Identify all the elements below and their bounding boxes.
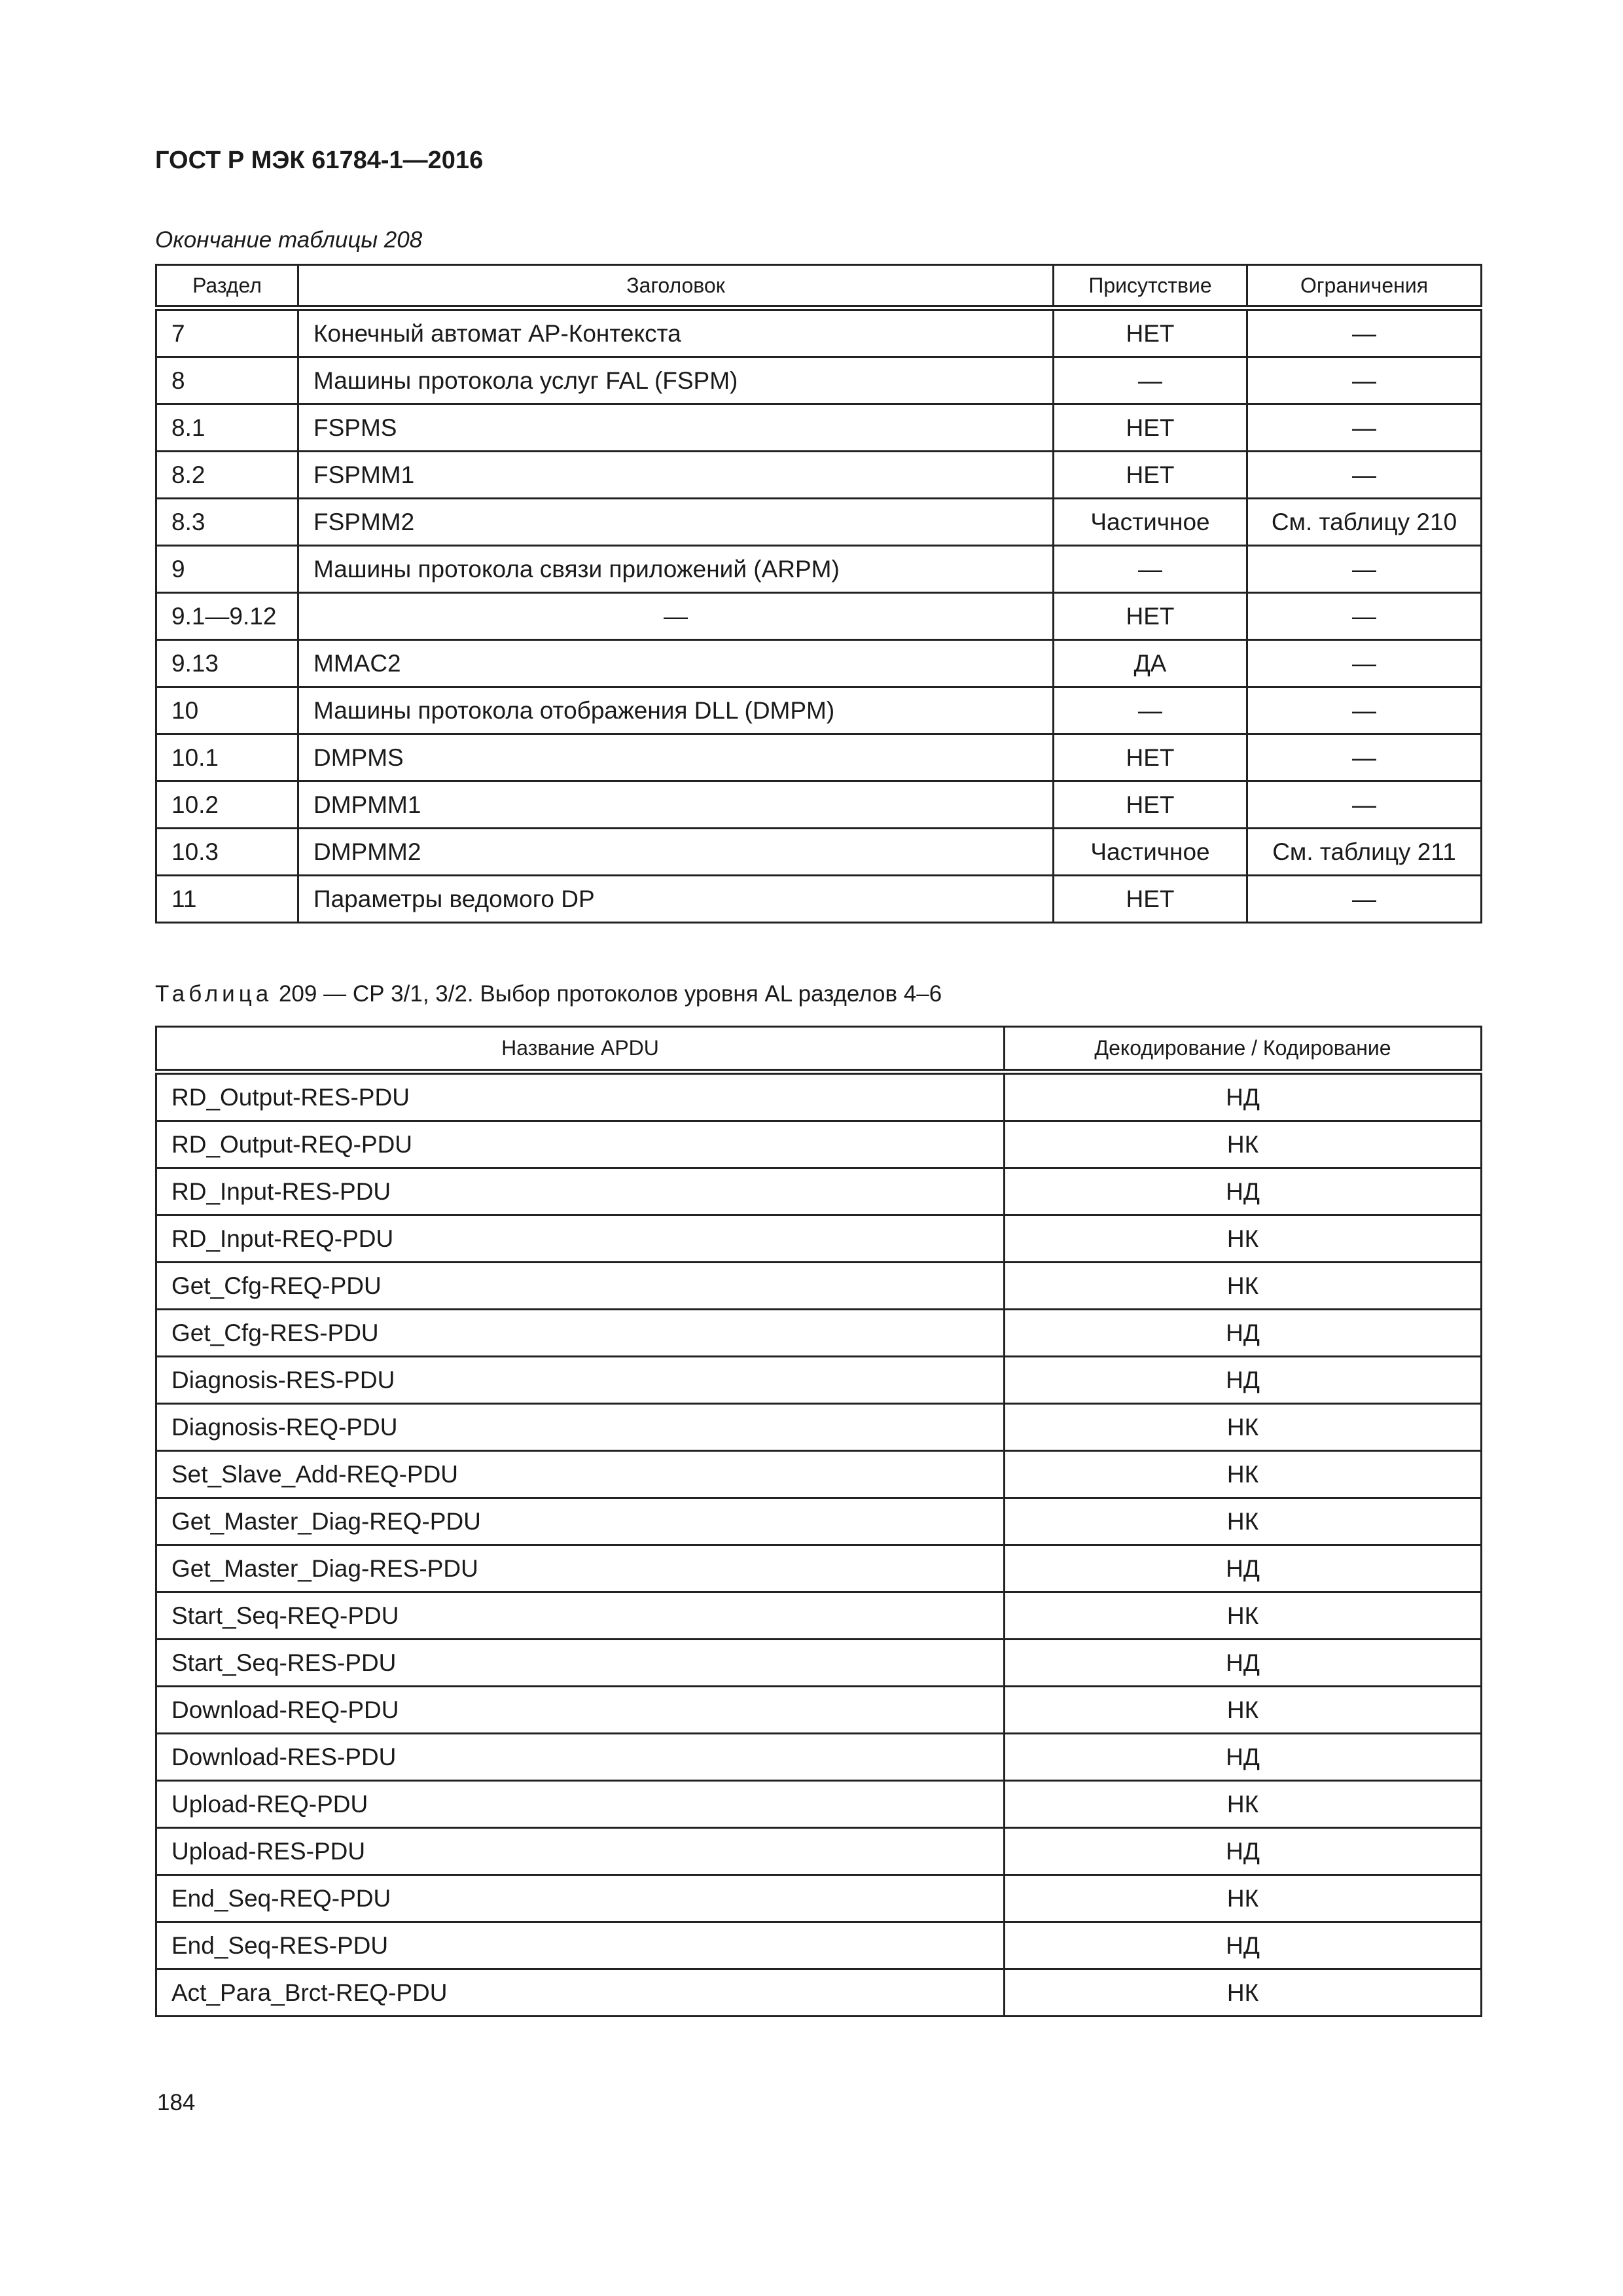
table-row bbox=[156, 1310, 1482, 1357]
cell-decode-encode: НК bbox=[1005, 1687, 1482, 1734]
cell-decode-encode: НК bbox=[1005, 1404, 1482, 1451]
cell-decode-encode: НД bbox=[1005, 1640, 1482, 1687]
table-row bbox=[156, 1734, 1482, 1781]
cell-apdu-name: End_Seq-REQ-PDU bbox=[156, 1875, 1005, 1922]
table-208 bbox=[155, 264, 1482, 924]
cell-section: 7 bbox=[156, 308, 298, 357]
cell-presence: Частичное bbox=[1054, 829, 1247, 876]
cell-apdu-name: Start_Seq-REQ-PDU bbox=[156, 1592, 1005, 1640]
column-header-constraints: Ограничения bbox=[1247, 265, 1482, 308]
table-row bbox=[156, 499, 1482, 546]
table-209-caption-text: 209 — СР 3/1, 3/2. Выбор протоколов уровня AL разделов 4–6 bbox=[278, 981, 942, 1007]
table-row bbox=[156, 1072, 1482, 1121]
cell-decode-encode: НД bbox=[1005, 1734, 1482, 1781]
table-row bbox=[156, 1875, 1482, 1922]
table-row bbox=[156, 1451, 1482, 1498]
table-row bbox=[156, 1828, 1482, 1875]
cell-constraints: — bbox=[1247, 593, 1482, 640]
table-row bbox=[156, 640, 1482, 687]
cell-title: DMPMM1 bbox=[298, 781, 1054, 829]
cell-decode-encode: НК bbox=[1005, 1498, 1482, 1545]
cell-apdu-name: RD_Input-RES-PDU bbox=[156, 1168, 1005, 1215]
cell-apdu-name: Diagnosis-REQ-PDU bbox=[156, 1404, 1005, 1451]
table-row bbox=[156, 781, 1482, 829]
table-header-row bbox=[156, 1027, 1482, 1072]
cell-section: 10.3 bbox=[156, 829, 298, 876]
cell-section: 9.1—9.12 bbox=[156, 593, 298, 640]
cell-decode-encode: НК bbox=[1005, 1781, 1482, 1828]
cell-decode-encode: НД bbox=[1005, 1357, 1482, 1404]
cell-presence: НЕТ bbox=[1054, 734, 1247, 781]
cell-decode-encode: НК bbox=[1005, 1451, 1482, 1498]
cell-decode-encode: НД bbox=[1005, 1828, 1482, 1875]
cell-constraints: См. таблицу 211 bbox=[1247, 829, 1482, 876]
cell-presence: НЕТ bbox=[1054, 876, 1247, 923]
cell-section: 10 bbox=[156, 687, 298, 734]
cell-constraints: — bbox=[1247, 452, 1482, 499]
cell-constraints: — bbox=[1247, 308, 1482, 357]
table-209 bbox=[155, 1026, 1482, 2017]
cell-apdu-name: Get_Master_Diag-REQ-PDU bbox=[156, 1498, 1005, 1545]
cell-apdu-name: Upload-REQ-PDU bbox=[156, 1781, 1005, 1828]
cell-apdu-name: Get_Master_Diag-RES-PDU bbox=[156, 1545, 1005, 1592]
cell-title: DMPMM2 bbox=[298, 829, 1054, 876]
cell-decode-encode: НК bbox=[1005, 1592, 1482, 1640]
table-row bbox=[156, 1687, 1482, 1734]
table-row bbox=[156, 1215, 1482, 1263]
page-number: 184 bbox=[157, 2090, 196, 2115]
table-row bbox=[156, 687, 1482, 734]
cell-presence: НЕТ bbox=[1054, 452, 1247, 499]
table-row bbox=[156, 308, 1482, 357]
cell-title: MMAC2 bbox=[298, 640, 1054, 687]
cell-constraints: — bbox=[1247, 734, 1482, 781]
cell-decode-encode: НД bbox=[1005, 1545, 1482, 1592]
cell-title: FSPMS bbox=[298, 404, 1054, 452]
cell-title: Параметры ведомого DP bbox=[298, 876, 1054, 923]
cell-apdu-name: End_Seq-RES-PDU bbox=[156, 1922, 1005, 1969]
cell-apdu-name: Start_Seq-RES-PDU bbox=[156, 1640, 1005, 1687]
cell-title: Машины протокола связи приложений (ARPM) bbox=[298, 546, 1054, 593]
cell-title: Машины протокола отображения DLL (DMPM) bbox=[298, 687, 1054, 734]
table-row bbox=[156, 546, 1482, 593]
table-209-caption bbox=[155, 981, 942, 1007]
cell-title: DMPMS bbox=[298, 734, 1054, 781]
cell-apdu-name: RD_Output-RES-PDU bbox=[156, 1072, 1005, 1121]
cell-apdu-name: Get_Cfg-RES-PDU bbox=[156, 1310, 1005, 1357]
cell-decode-encode: НД bbox=[1005, 1072, 1482, 1121]
cell-section: 8.3 bbox=[156, 499, 298, 546]
table-row bbox=[156, 593, 1482, 640]
cell-section: 10.2 bbox=[156, 781, 298, 829]
column-header-section: Раздел bbox=[156, 265, 298, 308]
table-row bbox=[156, 1640, 1482, 1687]
document-header: ГОСТ Р МЭК 61784-1—2016 bbox=[155, 147, 484, 174]
table-row bbox=[156, 1498, 1482, 1545]
cell-section: 10.1 bbox=[156, 734, 298, 781]
cell-apdu-name: Upload-RES-PDU bbox=[156, 1828, 1005, 1875]
cell-decode-encode: НК bbox=[1005, 1875, 1482, 1922]
cell-decode-encode: НК bbox=[1005, 1121, 1482, 1168]
column-header-apdu-name: Название APDU bbox=[156, 1027, 1005, 1072]
cell-title: Машины протокола услуг FAL (FSPM) bbox=[298, 357, 1054, 404]
cell-constraints: — bbox=[1247, 357, 1482, 404]
cell-presence: НЕТ bbox=[1054, 404, 1247, 452]
cell-constraints: — bbox=[1247, 781, 1482, 829]
table-209-caption-label: Таблица bbox=[155, 981, 273, 1007]
table-row bbox=[156, 1922, 1482, 1969]
table-row bbox=[156, 829, 1482, 876]
cell-presence: НЕТ bbox=[1054, 308, 1247, 357]
cell-constraints: — bbox=[1247, 546, 1482, 593]
cell-apdu-name: Download-RES-PDU bbox=[156, 1734, 1005, 1781]
cell-constraints: — bbox=[1247, 404, 1482, 452]
cell-decode-encode: НД bbox=[1005, 1922, 1482, 1969]
table-row bbox=[156, 1263, 1482, 1310]
table-row bbox=[156, 1592, 1482, 1640]
cell-apdu-name: Download-REQ-PDU bbox=[156, 1687, 1005, 1734]
cell-presence: — bbox=[1054, 546, 1247, 593]
column-header-title: Заголовок bbox=[298, 265, 1054, 308]
cell-apdu-name: Act_Para_Brct-REQ-PDU bbox=[156, 1969, 1005, 2017]
cell-decode-encode: НК bbox=[1005, 1215, 1482, 1263]
table-row bbox=[156, 1781, 1482, 1828]
cell-section: 9 bbox=[156, 546, 298, 593]
cell-presence: — bbox=[1054, 357, 1247, 404]
cell-constraints: — bbox=[1247, 640, 1482, 687]
cell-apdu-name: Diagnosis-RES-PDU bbox=[156, 1357, 1005, 1404]
cell-constraints: — bbox=[1247, 876, 1482, 923]
cell-section: 8.1 bbox=[156, 404, 298, 452]
cell-section: 9.13 bbox=[156, 640, 298, 687]
cell-apdu-name: Get_Cfg-REQ-PDU bbox=[156, 1263, 1005, 1310]
table-header-row bbox=[156, 265, 1482, 308]
table-row bbox=[156, 1121, 1482, 1168]
column-header-decode-encode: Декодирование / Кодирование bbox=[1005, 1027, 1482, 1072]
table-row bbox=[156, 404, 1482, 452]
table-row bbox=[156, 876, 1482, 923]
cell-section: 11 bbox=[156, 876, 298, 923]
cell-decode-encode: НК bbox=[1005, 1263, 1482, 1310]
table-row bbox=[156, 357, 1482, 404]
cell-title: — bbox=[298, 593, 1054, 640]
cell-title: FSPMM2 bbox=[298, 499, 1054, 546]
table-row bbox=[156, 1404, 1482, 1451]
cell-decode-encode: НД bbox=[1005, 1168, 1482, 1215]
cell-presence: ДА bbox=[1054, 640, 1247, 687]
cell-presence: НЕТ bbox=[1054, 593, 1247, 640]
cell-apdu-name: Set_Slave_Add-REQ-PDU bbox=[156, 1451, 1005, 1498]
column-header-presence: Присутствие bbox=[1054, 265, 1247, 308]
table-row bbox=[156, 1168, 1482, 1215]
cell-apdu-name: RD_Output-REQ-PDU bbox=[156, 1121, 1005, 1168]
cell-presence: — bbox=[1054, 687, 1247, 734]
table-row bbox=[156, 734, 1482, 781]
table-row bbox=[156, 1545, 1482, 1592]
cell-section: 8.2 bbox=[156, 452, 298, 499]
cell-constraints: См. таблицу 210 bbox=[1247, 499, 1482, 546]
cell-presence: Частичное bbox=[1054, 499, 1247, 546]
table-row bbox=[156, 452, 1482, 499]
table-208-caption: Окончание таблицы 208 bbox=[155, 227, 423, 253]
cell-section: 8 bbox=[156, 357, 298, 404]
cell-title: FSPMM1 bbox=[298, 452, 1054, 499]
cell-title: Конечный автомат AP-Контекста bbox=[298, 308, 1054, 357]
cell-decode-encode: НК bbox=[1005, 1969, 1482, 2017]
cell-presence: НЕТ bbox=[1054, 781, 1247, 829]
table-row bbox=[156, 1357, 1482, 1404]
table-row bbox=[156, 1969, 1482, 2017]
cell-constraints: — bbox=[1247, 687, 1482, 734]
cell-decode-encode: НД bbox=[1005, 1310, 1482, 1357]
cell-apdu-name: RD_Input-REQ-PDU bbox=[156, 1215, 1005, 1263]
